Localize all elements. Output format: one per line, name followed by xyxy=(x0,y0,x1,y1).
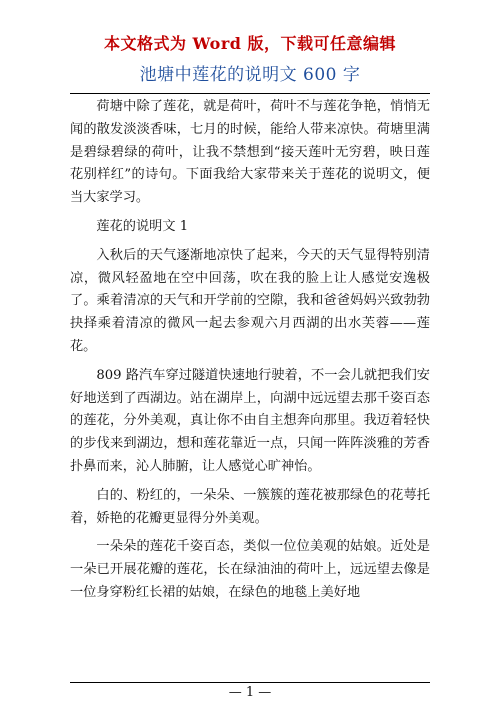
paragraph-intro: 荷塘中除了莲花，就是荷叶，荷叶不与莲花争艳，悄悄无闻的散发淡淡香味，七月的时候，能给人带来凉快。荷塘里满是碧绿碧绿的荷叶，让我不禁想到“接天莲叶无穷碧，映日莲花别样红”的诗句。下面我给大家带来关于莲花的说明文，便当大家学习。 xyxy=(70,99,430,206)
document-body xyxy=(70,96,430,611)
section-heading: 莲花的说明文 1 xyxy=(96,218,189,234)
paragraph-lotus-colors: 白的、粉红的，一朵朵、一簇簇的莲花被那绿色的花萼托着，娇艳的花瓣更显得分外美观。 xyxy=(70,487,430,526)
format-banner: 本文格式为 Word 版，下载可任意编辑 xyxy=(103,34,397,53)
page-number: — 1 — xyxy=(228,685,272,700)
document-title: 池塘中莲花的说明文 600 字 xyxy=(139,65,361,85)
footer-rule xyxy=(70,682,430,683)
paragraph-autumn: 入秋后的天气逐渐地凉快了起来，今天的天气显得特别清凉，微风轻盈地在空中回荡，吹在我的脸上让人感觉安逸极了。乘着清凉的天气和开学前的空隙，我和爸爸妈妈兴致勃勃抉择乘着清凉的微风一起去参观六月西湖的出水芙蓉——莲花。 xyxy=(70,247,430,354)
paragraph-lotus-shapes: 一朵朵的莲花千姿百态，类似一位位美观的姑娘。近处是一朵已开展花瓣的莲花，长在绿油油的荷叶上，远远望去像是一位身穿粉红长裙的姑娘，在绿色的地毯上美好地 xyxy=(70,539,430,600)
header-rule xyxy=(70,93,430,94)
paragraph-bus-ride: 809 路汽车穿过隧道快速地行驶着，不一会儿就把我们安好地送到了西湖边。站在湖岸上，向湖中远远望去那千姿百态的莲花，分外美观，真让你不由自主想奔向那里。我迈着轻快的步伐来到湖边，想和莲花靠近一点，只闻一阵阵淡雅的芳香扑鼻而来，沁人肺腑，让人感觉心旷神怡。 xyxy=(70,367,430,474)
